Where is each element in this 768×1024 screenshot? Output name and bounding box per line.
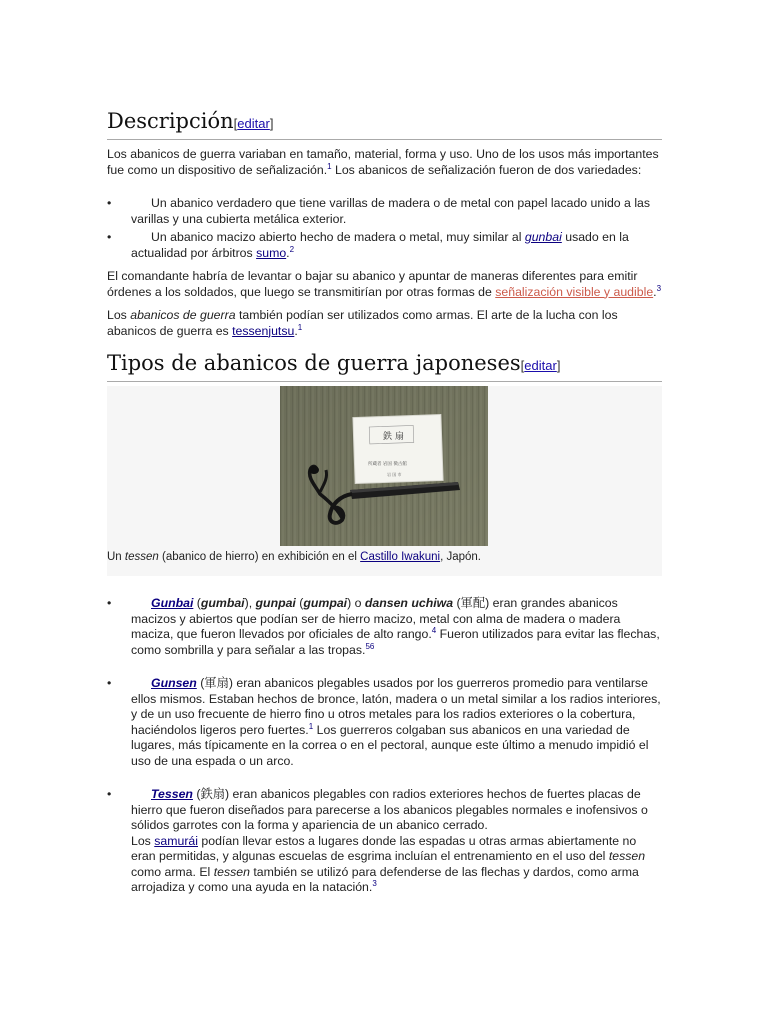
- reference-link[interactable]: 1: [308, 721, 314, 731]
- reference-link[interactable]: 56: [365, 641, 375, 651]
- list-item: • Un abanico macizo abierto hecho de madera o metal, muy similar al gunbai usado en la actualidad por árbitros sumo.$^2$: [107, 230, 629, 260]
- reference-link[interactable]: 3: [656, 283, 662, 293]
- senalizacion-link[interactable]: señalización visible y audible: [495, 284, 654, 299]
- edit-descripcion-link[interactable]: editar: [237, 116, 270, 131]
- list-item-tessen: • Tessen (鉄扇) eran abanicos plegables con radios exteriores hechos de fuertes placas de hierro que fueron diseñados para parecerse a los abanicos plegables normales e inofensivos o sólidos garrotes con la forma y apariencia de un abanico cerrado. Los samurái podían llevar estos a lugares donde las espadas u otras armas abiertamente no eran permitidas, y algunas escuelas de esgrima incluían el entrenamiento en el uso del tessen como arma. El tessen también se utilizó para defenderse de las flechas y dardos, como arma arrojadiza y como una ayuda en la natación.$^3$: [107, 787, 648, 894]
- section-heading-tipos: Tipos de abanicos de guerra japoneses[editar]: [107, 350, 662, 382]
- tessenjutsu-link[interactable]: tessenjutsu: [232, 323, 295, 338]
- figure-caption: Un tessen (abanico de hierro) en exhibición en el Castillo Iwakuni, Japón.: [107, 551, 481, 563]
- tessen-photo: [280, 386, 488, 546]
- card-line: 所蔵者 岩国 徴古館: [368, 462, 407, 467]
- gunbai-type-link[interactable]: Gunbai: [151, 596, 194, 610]
- bullet-icon: •: [107, 787, 112, 801]
- section-heading-descripcion: Descripción[editar]: [107, 108, 662, 140]
- bullet-icon: •: [107, 596, 112, 610]
- figure-box: [107, 386, 662, 576]
- card-title: 鉄 扇: [383, 432, 404, 442]
- list-spacer: [107, 769, 662, 787]
- bullet-icon: •: [107, 676, 112, 690]
- reference-link[interactable]: 3: [372, 878, 377, 888]
- descripcion-intro-paragraph: Los abanicos de guerra variaban en tamaño, material, forma y uso. Uno de los usos más importantes fue como un dispositivo de señalización.$^1$ Los abanicos de señalización fueron de dos variedades:: [107, 147, 659, 177]
- commander-paragraph: El comandante habría de levantar o bajar su abanico y apuntar de maneras diferentes para emitir órdenes a los soldados, que luego se transmitirían por otras formas de señalización visible y audible.$^3$: [107, 269, 662, 299]
- article-content: [107, 0, 662, 896]
- card-small: 岩 国 市: [387, 472, 402, 477]
- reference-link[interactable]: 1: [327, 161, 332, 171]
- bullet-icon: •: [107, 230, 112, 244]
- list-item-gunbai: • Gunbai (gumbai), gunpai (gumpai) o dansen uchiwa (軍配) eran grandes abanicos macizos y abiertos que podían ser de hierro macizo, metal con alma de madera o madera maciza, que fueron llevados por oficiales de alto rango.$^4$ Fueron utilizados para evitar las flechas, como sombrilla y para señalar a las tropas.$^{56}$: [107, 596, 660, 657]
- reference-link[interactable]: 4: [431, 625, 437, 635]
- edit-section-link-wrapper: [editar]: [233, 116, 274, 131]
- list-item-gunsen: • Gunsen (軍扇) eran abanicos plegables usados por los guerreros promedio para ventilarse ellos mismos. Estaban hechos de bronce, latón, madera o un metal similar a los radios interiores, y de un uso frecuente de hierro fino u otros metales para los radios exteriores o la cobertura, haciéndolos ligeros pero fuertes.$^1$ Los guerreros colgaban sus abanicos en una variedad de lugares, más típicamente en la correa o en el pectoral, aunque este último a menudo impidió el uso de una espada o un arco.: [107, 676, 661, 768]
- fan-types-list: [107, 596, 662, 896]
- gunbai-link[interactable]: gunbai: [524, 230, 562, 244]
- sumo-link[interactable]: sumo: [256, 245, 287, 260]
- list-item: • Un abanico verdadero que tiene varillas de madera o de metal con papel lacado unido a las varillas y una cubierta metálica exterior.: [107, 196, 651, 226]
- weapons-paragraph: Los abanicos de guerra también podían ser utilizados como armas. El arte de la lucha con los abanicos de guerra es tessenjutsu.$^1$: [107, 308, 618, 338]
- list-spacer: [107, 658, 662, 676]
- tessen-type-link[interactable]: Tessen: [151, 787, 193, 801]
- gunsen-type-link[interactable]: Gunsen: [151, 676, 197, 690]
- samurai-link[interactable]: samurái: [154, 833, 198, 848]
- reference-link[interactable]: 2: [289, 244, 295, 254]
- bullet-icon: •: [107, 196, 112, 210]
- edit-tipos-link[interactable]: editar: [524, 358, 557, 373]
- reference-link[interactable]: 1: [297, 322, 303, 332]
- edit-section-link-wrapper: [editar]: [520, 358, 561, 373]
- castillo-iwakuni-link[interactable]: Castillo Iwakuni: [360, 551, 441, 563]
- signal-fan-list: [107, 196, 662, 261]
